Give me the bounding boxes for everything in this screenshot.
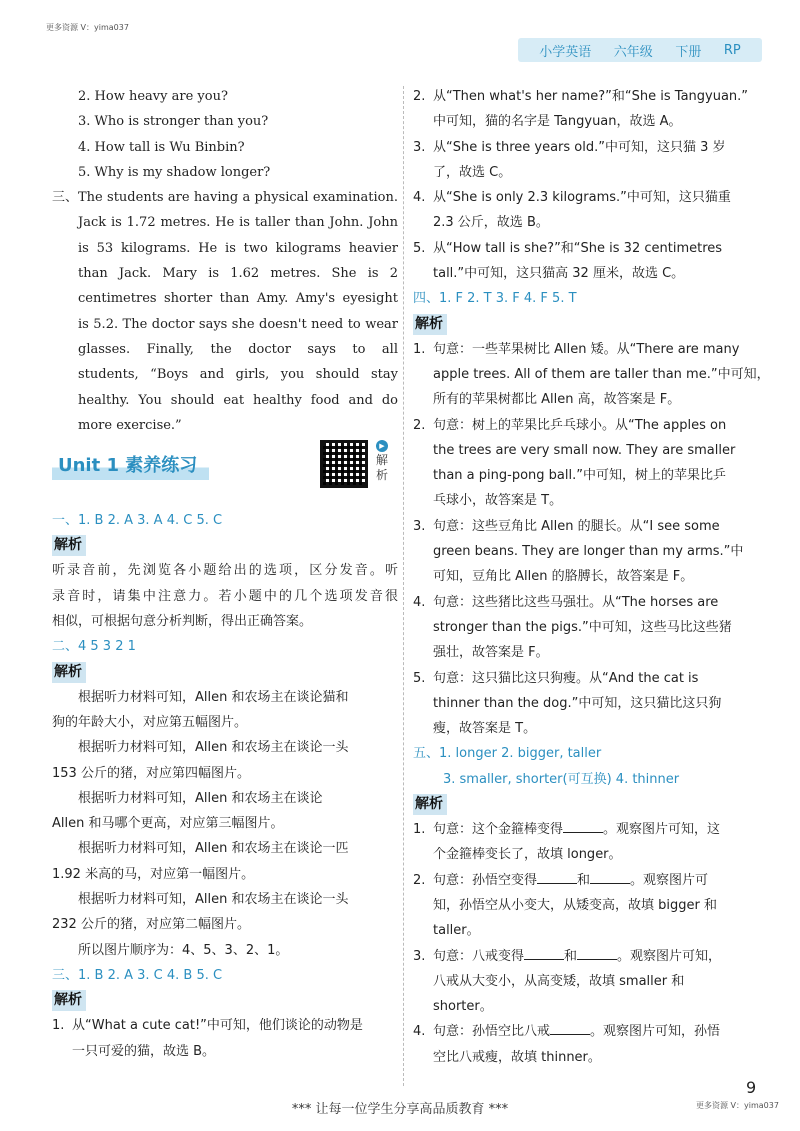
footer-slogan: *** 让每一位学生分享高品质教育 *** <box>291 1102 509 1117</box>
analysis-item: 1. 从“What a cute cat!”中可知，他们谈论的动物是 一只可爱的猫，故选 B。 <box>52 1018 363 1059</box>
analysis-item: 4. 从“She is only 2.3 kilograms.”中可知，这只猫重 2.3 公斤，故选 B。 <box>413 190 731 231</box>
qr-label[interactable]: ▶ 解 析 <box>375 442 388 483</box>
page-number: 9 <box>746 1078 757 1097</box>
question-item: 5. Why is my shadow longer? <box>78 164 271 180</box>
watermark-bottom: 更多资源 V：yima037 <box>696 1101 779 1110</box>
question-item: 4. How tall is Wu Binbin? <box>78 139 245 155</box>
right-column <box>413 84 770 1070</box>
analysis-item: 2. 句意：树上的苹果比乒乓球小。从“The apples on the trees are very small now. They are smaller than a ping-pong ball.”中可知，树上的苹果比乒 乓球小，故答案是 T。 <box>413 417 736 509</box>
analysis-paragraph: 根据听力材料可知，Allen 和农场主在谈论猫和 狗的年龄大小，对应第五幅图片。 根据听力材料可知，Allen 和农场主在谈论一头 153 公斤的猪，对应第四幅图片。 根据听力材料可知，Allen 和农场主在谈论 Allen 和马哪个更高，对应第三幅图片。 根据听力材料可知，Allen 和农场主在谈论一匹 1.92 米高的马，对应第一幅图片。 根据听力材料可知，Allen 和农场主在谈论一头 232 公斤的猪，对应第二幅图片。 所以图片顺序为：4、5、3、2、1。 <box>52 689 349 958</box>
unit-title: Unit 1 素养练习 <box>52 452 209 480</box>
analysis-label: 解析 <box>52 662 86 683</box>
analysis-paragraph: 听录音前，先浏览各小题给出的选项，区分发音。听 录音时，请集中注意力。若小题中的几个选项发音很 相似，可根据句意分析判断，得出正确答案。 <box>52 563 398 630</box>
analysis-item: 4. 句意：这些猪比这些马强壮。从“The horses are stronger than the pigs.”中可知，这些马比这些猪 强壮，故答案是 F。 <box>413 594 732 661</box>
analysis-item: 3. 从“She is three years old.”中可知，这只猫 3 岁 了，故选 C。 <box>413 139 726 180</box>
analysis-label: 解析 <box>413 794 447 815</box>
question-item: 3. Who is stronger than you? <box>78 114 269 130</box>
question-item: 2. How heavy are you? <box>78 89 228 104</box>
blank <box>550 1023 590 1035</box>
book-tag <box>518 38 762 62</box>
analysis-label: 解析 <box>52 990 86 1011</box>
tag-edition: RP <box>723 42 741 58</box>
answer-section-1: 一、1. B 2. A 3. A 4. C 5. C <box>52 513 223 529</box>
watermark-top: 更多资源 V：yima037 <box>46 23 129 32</box>
blank <box>590 872 630 884</box>
analysis-item: 3. 句意：八戒变得 和 。观察图片可知， 八戒从大变小，从高变矮，故填 smaller 和 shorter。 <box>413 948 722 1015</box>
analysis-label: 解析 <box>52 535 86 556</box>
section-number: 三、 <box>52 190 79 206</box>
blank <box>537 872 577 884</box>
analysis-item: 1. 句意：这个金箍棒变得 。观察图片可知，这 个金箍棒变长了，故填 longer。 <box>413 822 721 863</box>
analysis-item: 5. 句意：这只猫比这只狗瘦。从“And the cat is thinner than the dog.”中可知，这只猫比这只狗 瘦，故答案是 T。 <box>413 670 722 737</box>
analysis-item: 2. 从“Then what's her name?”和“She is Tangyuan.” 中可知，猫的名字是 Tangyuan，故选 A。 <box>413 89 749 130</box>
answer-section-3: 三、1. B 2. A 3. C 4. B 5. C <box>52 967 223 983</box>
analysis-label: 解析 <box>413 314 447 335</box>
unit-header <box>52 438 398 508</box>
answer-section-5-cont: 3. smaller, shorter(可互换) 4. thinner <box>443 771 680 787</box>
analysis-item: 5. 从“How tall is she?”和“She is 32 centimetres tall.”中可知，这只猫高 32 厘米，故选 C。 <box>413 240 723 282</box>
analysis-item: 3. 句意：这些豆角比 Allen 的腿长。从“I see some green beans. They are longer than my arms.”中 可知，豆角比 Allen 的胳膊长，故答案是 F。 <box>413 518 744 585</box>
answer-section-2: 二、4 5 3 2 1 <box>52 639 136 655</box>
question-list <box>52 84 398 185</box>
analysis-item: 4. 句意：孙悟空比八戒 。观察图片可知，孙悟 空比八戒瘦，故填 thinner。 <box>413 1024 721 1065</box>
blank <box>577 948 617 960</box>
left-column <box>52 84 398 1064</box>
tag-grade: 六年级 <box>613 44 653 60</box>
tag-subject: 小学英语 <box>539 44 592 60</box>
blank <box>524 948 564 960</box>
blank <box>563 821 603 833</box>
answer-section-5: 五、1. longer 2. bigger, taller <box>413 746 602 762</box>
play-icon: ▶ <box>376 440 388 452</box>
section3-passage: 三、The students are having a physical examination. Jack is 1.72 metres. He is taller than John. John is 53 kilograms. He is two kilograms heavier than Jack. Mary is 1.62 metres. She is 2 centimetres shorter than Amy. Amy's eyesight is 5.2. The doctor says she doesn't need to wear glasses. Finally, the doctor says to all students, “Boys and girls, you should stay healthy. You should eat healthy food and do more exercise.” <box>52 185 398 438</box>
answer-section-4: 四、1. F 2. T 3. F 4. F 5. T <box>413 291 577 307</box>
analysis-item: 1. 句意：一些苹果树比 Allen 矮。从“There are many apple trees. All of them are taller than me.”中可知， 所有的苹果树都比 Allen 高，故答案是 F。 <box>413 341 770 408</box>
qr-code[interactable] <box>320 440 368 488</box>
column-divider <box>403 86 404 1086</box>
analysis-item: 2. 句意：孙悟空变得 和 。观察图片可 知，孙悟空从小变大，从矮变高，故填 bigger 和 taller。 <box>413 872 717 939</box>
tag-volume: 下册 <box>675 44 702 60</box>
